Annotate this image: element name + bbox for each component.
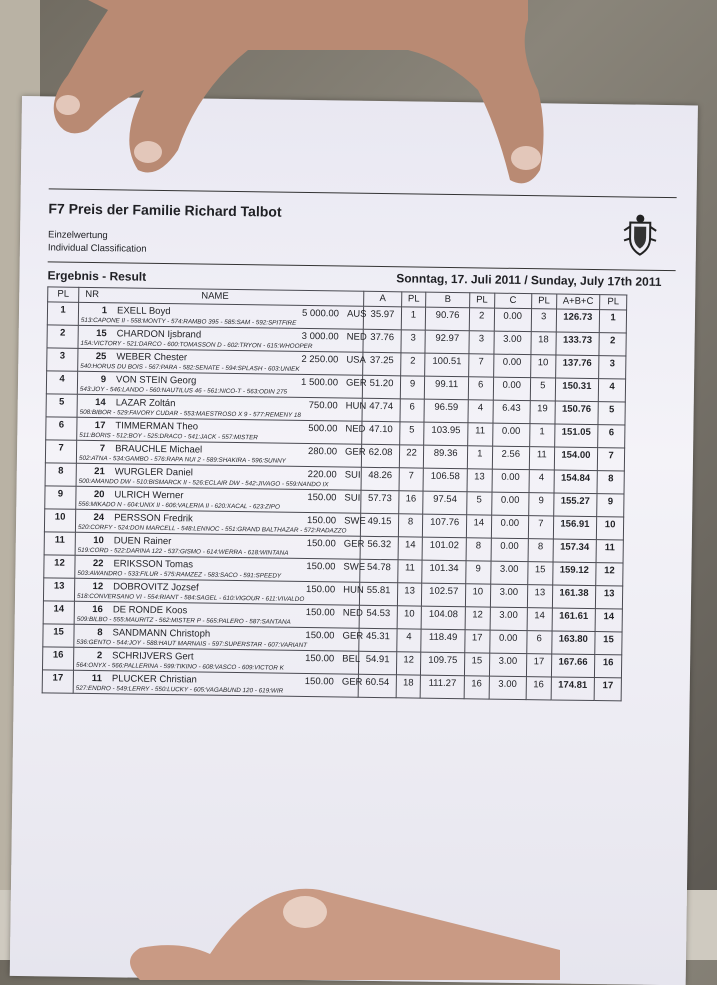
place-b: 4 [468, 400, 493, 423]
score-c: 0.00 [492, 423, 530, 447]
rank-cell: 1 [47, 302, 78, 325]
place-b: 12 [465, 607, 490, 630]
place-a: 7 [399, 468, 424, 491]
horse-list: 511:BORIS - 512:BOY - 525:DRACO - 541:JACK - 557:MISTER [79, 431, 258, 442]
score-b: 99.11 [425, 376, 469, 400]
place-b: 2 [469, 308, 494, 331]
rider-cell [74, 578, 364, 605]
place-c: 19 [530, 401, 555, 424]
rider-cell [75, 509, 366, 536]
final-place: 1 [599, 310, 626, 333]
col-header-b: B [426, 292, 470, 308]
place-c: 5 [530, 378, 555, 401]
score-a: 48.26 [361, 467, 399, 491]
rider-line [79, 303, 367, 321]
score-b: 102.57 [422, 583, 466, 607]
horse-list: 502:ATNA - 534:GAMBO - 576:RAPA NUI 2 - 589:SHAKIRA - 596:SUNNY [78, 454, 286, 465]
rider-name: EXELL Boyd [116, 305, 171, 318]
final-place: 16 [595, 655, 622, 678]
place-a: 1 [401, 307, 426, 330]
rider-line [74, 671, 363, 689]
place-a: 2 [400, 353, 425, 376]
nation-code: NED [346, 331, 367, 343]
final-place: 12 [596, 563, 623, 586]
horse-list: 536:GENTO - 544:JOY - 588:HAUT MARNAIS - 597:SUPERSTAR - 607:VARIANT [76, 638, 308, 650]
prize-money: 150.00 [307, 492, 337, 504]
rider-cell [78, 302, 367, 329]
horse-list: 527:ENDRO - 549:LERRY - 550:LUCKY - 605:VAGABUND 120 - 619:WIR [75, 684, 284, 695]
col-header-pl: PL [48, 287, 79, 302]
col-header-b-pl: PL [469, 293, 494, 308]
rank-cell: 6 [46, 417, 77, 440]
rider-line [77, 464, 362, 482]
prize-money: 750.00 [308, 400, 338, 412]
final-place: 2 [599, 333, 626, 356]
total-score: 150.76 [555, 401, 599, 425]
rider-cell [78, 348, 364, 375]
total-score: 161.38 [552, 585, 596, 609]
rider-line [78, 372, 367, 390]
subtitle-german: Einzelwertung [47, 229, 108, 242]
place-b: 16 [464, 676, 489, 699]
score-c: 2.56 [492, 446, 530, 470]
rider-cell [74, 647, 360, 674]
prize-money: 220.00 [307, 469, 337, 481]
place-c: 6 [527, 631, 552, 654]
prize-money: 150.00 [305, 653, 335, 665]
place-a: 10 [397, 606, 422, 629]
place-a: 22 [399, 445, 424, 468]
score-b: 90.76 [426, 307, 470, 331]
rider-name: DE RONDE Koos [112, 604, 188, 617]
rider-cell [75, 555, 366, 582]
rank-cell: 13 [43, 578, 74, 601]
score-b: 89.36 [424, 445, 468, 469]
final-place: 8 [597, 471, 624, 494]
score-b: 118.49 [421, 629, 465, 653]
score-a: 47.74 [362, 398, 400, 422]
results-table [42, 286, 628, 701]
final-place: 14 [595, 609, 622, 632]
nation-code: SUI [344, 492, 361, 504]
prize-money: 1 500.00 [300, 376, 339, 389]
nation-code: BEL [342, 653, 361, 665]
prize-money: 280.00 [307, 446, 338, 458]
rider-name: SANDMANN Christoph [112, 627, 211, 640]
final-place: 4 [598, 379, 625, 402]
total-score: 155.27 [553, 493, 597, 517]
place-a: 9 [400, 376, 425, 399]
document-title: F7 Preis der Familie Richard Talbot [48, 200, 282, 220]
rider-cell [76, 440, 366, 467]
col-header-total: A+B+C [556, 294, 600, 310]
place-b: 8 [466, 538, 491, 561]
nation-code: NED [342, 607, 363, 619]
rank-cell: 17 [42, 670, 73, 693]
place-a: 4 [396, 629, 421, 652]
place-b: 6 [468, 377, 493, 400]
horse-list: 513:CAPONE II - 558:MONTY - 574:RAMBO 395 - 585:SAM - 592:SPITFIRE [80, 316, 297, 327]
score-c: 3.00 [489, 676, 527, 700]
start-number: 8 [97, 627, 103, 639]
score-c: 3.00 [490, 607, 528, 631]
score-c: 0.00 [492, 469, 530, 493]
place-c: 13 [527, 585, 552, 608]
total-score: 163.80 [551, 631, 595, 655]
place-a: 6 [400, 399, 425, 422]
score-a: 62.08 [362, 444, 400, 468]
place-b: 9 [466, 561, 491, 584]
horse-list: 540:HORUS DU BOIS - 567:PARA - 582:SENATE - 594:SPLASH - 603:UNIEK [80, 362, 300, 373]
score-a: 56.32 [360, 536, 398, 560]
col-header-name-label: NAME [201, 290, 229, 302]
col-header-nr: NR [85, 288, 100, 301]
place-c: 3 [531, 309, 556, 332]
place-c: 1 [530, 424, 555, 447]
total-score: 137.76 [555, 355, 599, 379]
place-c: 7 [528, 516, 553, 539]
place-a: 14 [398, 537, 423, 560]
score-b: 106.58 [423, 468, 467, 492]
rider-name: ERIKSSON Tomas [113, 558, 194, 571]
horse-list: 556:MIKADO N - 604:UNIX II - 606:VALERIA II - 620:XACAL - 623:ZIPO [78, 500, 280, 511]
prize-money: 150.00 [306, 584, 336, 596]
score-c: 0.00 [489, 630, 527, 654]
score-b: 92.97 [425, 330, 469, 354]
prize-money: 2 250.00 [301, 353, 339, 366]
rank-cell: 5 [46, 394, 77, 417]
nation-code: HUN [343, 584, 364, 596]
nation-code: SWE [343, 561, 366, 573]
place-b: 11 [467, 423, 492, 446]
start-number: 24 [93, 512, 105, 524]
place-b: 14 [466, 515, 491, 538]
rank-cell: 3 [47, 348, 78, 371]
rank-cell: 11 [44, 532, 75, 555]
rider-name: TIMMERMAN Theo [115, 420, 199, 433]
score-b: 107.76 [423, 514, 467, 538]
start-number: 17 [94, 420, 106, 432]
rider-line [74, 625, 364, 643]
place-a: 16 [398, 491, 423, 514]
total-score: 151.05 [554, 424, 598, 448]
horse-list: 508:BIBOR - 529:FAVORY CUDAR - 553:MAESTROSO X 9 - 577:REMENY 18 [79, 408, 301, 419]
score-a: 45.31 [359, 628, 397, 652]
score-a: 37.25 [363, 352, 401, 376]
rider-name: WEBER Chester [116, 351, 188, 364]
horse-list: 509:BILBO - 555:MAURITZ - 562:MISTER P - 565:PALERO - 587:SANTANA [76, 615, 291, 626]
place-c: 16 [526, 677, 551, 700]
place-a: 18 [396, 675, 421, 698]
horse-list: 15A:VICTORY - 521:DARCO - 600:TOMASSON D - 602:TRYON - 615:WHOOPER [80, 339, 313, 351]
total-score: 159.12 [552, 562, 596, 586]
start-number: 21 [94, 466, 105, 478]
total-score: 154.00 [554, 447, 598, 471]
place-b: 13 [467, 469, 492, 492]
col-header-c-pl: PL [531, 294, 556, 309]
score-a: 55.81 [360, 582, 398, 606]
place-c: 18 [531, 332, 556, 355]
total-score: 174.81 [551, 677, 595, 701]
rider-line [76, 510, 366, 528]
hand-holding-paper-top [48, 0, 528, 200]
place-b: 7 [468, 354, 493, 377]
rider-cell [76, 463, 362, 490]
total-score: 157.34 [553, 539, 597, 563]
place-c: 17 [526, 654, 551, 677]
rider-cell [75, 532, 365, 559]
place-c: 14 [527, 608, 552, 631]
final-place: 5 [598, 402, 625, 425]
final-place: 6 [598, 425, 625, 448]
score-c: 3.00 [490, 584, 528, 608]
score-c: 0.00 [491, 538, 529, 562]
horse-list: 519:CORD - 522:DARINA 122 - 537:GISMO - 614:WERRA - 618:WINTANA [77, 546, 289, 557]
col-header-total-pl: PL [600, 295, 627, 310]
score-a: 57.73 [361, 490, 399, 514]
place-a: 8 [398, 514, 423, 537]
total-score: 126.73 [556, 309, 600, 333]
final-place: 15 [595, 632, 622, 655]
place-c: 8 [528, 539, 553, 562]
score-c: 0.00 [493, 354, 531, 378]
rank-cell: 15 [43, 624, 74, 647]
rank-cell: 14 [43, 601, 74, 624]
start-number: 11 [91, 673, 102, 685]
score-b: 97.54 [423, 491, 467, 515]
start-number: 16 [92, 604, 103, 616]
horse-list: 543:JOY - 546:LANDO - 560:NAUTILUS 46 - 561:NICO-T - 563:ODIN 275 [79, 385, 288, 396]
place-c: 11 [529, 447, 554, 470]
place-b: 15 [464, 653, 489, 676]
rider-line [76, 533, 365, 551]
nation-code: AUS [346, 308, 367, 320]
place-a: 5 [399, 422, 424, 445]
rank-cell: 2 [47, 325, 78, 348]
place-b: 1 [467, 446, 492, 469]
score-a: 51.20 [363, 375, 401, 399]
prize-money: 150.00 [305, 630, 335, 642]
prize-money: 150.00 [306, 515, 337, 527]
rider-cell [73, 670, 363, 697]
rider-name: DUEN Rainer [113, 535, 172, 548]
place-a: 12 [396, 652, 421, 675]
place-b: 5 [467, 492, 492, 515]
subtitle-english: Individual Classification [47, 242, 147, 255]
rank-cell: 10 [44, 509, 75, 532]
total-score: 156.91 [553, 516, 597, 540]
start-number: 15 [96, 328, 107, 340]
score-b: 103.95 [424, 422, 468, 446]
score-c: 3.00 [489, 653, 527, 677]
rider-line [79, 326, 367, 344]
rank-cell: 16 [42, 647, 73, 670]
score-c: 0.00 [494, 308, 532, 332]
rider-line [75, 556, 366, 574]
final-place: 9 [597, 494, 624, 517]
rider-name: CHARDON Ijsbrand [116, 328, 202, 341]
total-score: 154.84 [554, 470, 598, 494]
place-b: 10 [465, 584, 490, 607]
prize-money: 500.00 [308, 423, 338, 435]
score-a: 54.78 [360, 559, 398, 583]
start-number: 2 [96, 650, 103, 662]
rider-line [75, 579, 364, 597]
rank-cell: 8 [45, 463, 76, 486]
nation-code: NED [345, 423, 366, 435]
place-c: 9 [529, 493, 554, 516]
rider-cell [77, 371, 367, 398]
final-place: 10 [596, 517, 623, 540]
start-number: 22 [92, 558, 104, 570]
total-score: 161.61 [552, 608, 596, 632]
rank-cell: 12 [44, 555, 75, 578]
prize-money: 5 000.00 [301, 307, 340, 320]
rider-cell [78, 325, 367, 352]
place-c: 4 [529, 470, 554, 493]
score-c: 0.00 [491, 492, 529, 516]
final-place: 13 [595, 586, 622, 609]
place-c: 10 [530, 355, 555, 378]
rider-line [77, 441, 366, 459]
results-sheet [10, 96, 698, 985]
score-a: 54.91 [359, 651, 397, 675]
nation-code: GER [344, 446, 366, 458]
final-place: 17 [594, 678, 621, 701]
total-score: 167.66 [551, 654, 595, 678]
rider-name: PERSSON Fredrik [114, 512, 193, 525]
col-header-c: C [494, 293, 531, 309]
result-label: Ergebnis - Result [47, 268, 147, 284]
event-date: Sonntag, 17. Juli 2011 / Sunday, July 17th 2011 [396, 271, 662, 289]
start-number: 25 [95, 351, 107, 363]
score-a: 54.53 [359, 605, 397, 629]
rider-line [78, 395, 367, 413]
place-a: 13 [397, 583, 422, 606]
nation-code: USA [346, 354, 366, 366]
horse-list: 500:AMANDO DW - 510:BISMARCK II - 526:ECLAIR DW - 542:JIVAGO - 559:NANDO IX [78, 477, 329, 489]
rider-cell [76, 486, 362, 513]
score-a: 37.76 [363, 329, 401, 353]
rider-cell [74, 624, 364, 651]
place-a: 3 [401, 330, 426, 353]
nation-code: HUN [345, 400, 367, 412]
final-place: 11 [596, 540, 623, 563]
score-c: 3.00 [490, 561, 528, 585]
horse-list: 503:AWANDRO - 533:FILUR - 575:RAMZEZ - 583:SACO - 591:SPEEDY [77, 569, 282, 580]
score-a: 49.15 [361, 513, 399, 537]
place-c: 15 [528, 562, 553, 585]
score-c: 6.43 [493, 400, 531, 424]
score-b: 111.27 [421, 675, 465, 699]
final-place: 3 [599, 356, 626, 379]
nation-code: SUI [344, 469, 361, 481]
score-a: 35.97 [364, 306, 402, 330]
prize-money: 3 000.00 [301, 330, 339, 343]
rider-name: SCHRIJVERS Gert [112, 650, 194, 663]
score-b: 101.02 [422, 537, 466, 561]
start-number: 12 [92, 581, 104, 593]
score-b: 104.08 [422, 606, 466, 630]
col-header-a: A [364, 291, 401, 307]
rider-name: WURGLER Daniel [114, 466, 193, 479]
rider-line [74, 648, 359, 666]
final-place: 7 [597, 448, 624, 471]
nation-code: GER [341, 676, 363, 688]
rider-cell [74, 601, 363, 628]
rider-name: BRAUCHLE Michael [115, 443, 203, 456]
rank-cell: 4 [46, 371, 77, 394]
prize-money: 150.00 [304, 676, 334, 688]
horse-list: 518:CONVERSANO VI - 554:RIANT - 584:SAGEL - 610:VIGOUR - 611:VIVALDO [76, 592, 305, 603]
total-score: 133.73 [556, 332, 600, 356]
start-number: 9 [100, 374, 107, 386]
prize-money: 150.00 [306, 561, 336, 573]
score-b: 101.34 [422, 560, 466, 584]
score-c: 0.00 [493, 377, 531, 401]
score-c: 3.00 [494, 331, 532, 355]
score-b: 100.51 [425, 353, 469, 377]
horse-list: 520:CORFY - 524:DON MARCELL - 548:LENNOC - 551:GRAND BALTHAZAR - 572:RADAZZO [77, 523, 347, 535]
rider-name: DOBROVITZ Jozsef [113, 581, 199, 594]
score-c: 0.00 [491, 515, 529, 539]
horse-list: 564:ONYX - 566:PALLERINA - 599:TIKINO - 608:VASCO - 609:VICTOR K [76, 661, 284, 672]
score-b: 96.59 [424, 399, 468, 423]
rider-cell [77, 417, 366, 444]
rider-line [75, 602, 363, 620]
start-number: 1 [101, 305, 108, 317]
col-header-a-pl: PL [401, 292, 426, 307]
score-b: 109.75 [421, 652, 465, 676]
prize-money: 150.00 [305, 607, 335, 619]
place-b: 3 [469, 331, 494, 354]
rider-line [77, 418, 366, 436]
rider-name: ULRICH Werner [114, 489, 184, 502]
nation-code: SWE [344, 515, 366, 527]
rider-cell [77, 394, 367, 421]
start-number: 14 [95, 397, 106, 409]
start-number: 7 [99, 443, 106, 455]
nation-code: GER [343, 538, 365, 550]
total-score: 150.31 [555, 378, 599, 402]
hand-holding-paper-bottom [120, 880, 560, 980]
score-a: 60.54 [359, 674, 397, 698]
rank-cell: 7 [45, 440, 76, 463]
coat-of-arms-logo [622, 212, 659, 256]
prize-money: 150.00 [306, 538, 336, 550]
rider-line [76, 487, 361, 505]
rider-name: PLUCKER Christian [111, 673, 197, 686]
nation-code: GER [342, 630, 364, 642]
rider-line [78, 349, 366, 367]
start-number: 10 [93, 535, 104, 547]
place-b: 17 [465, 630, 490, 653]
place-a: 11 [397, 560, 422, 583]
score-a: 47.10 [362, 421, 400, 445]
rider-name: LAZAR Zoltán [115, 397, 176, 410]
start-number: 20 [93, 489, 105, 501]
nation-code: GER [345, 377, 367, 389]
rider-name: VON STEIN Georg [115, 374, 197, 387]
rank-cell: 9 [45, 486, 76, 509]
